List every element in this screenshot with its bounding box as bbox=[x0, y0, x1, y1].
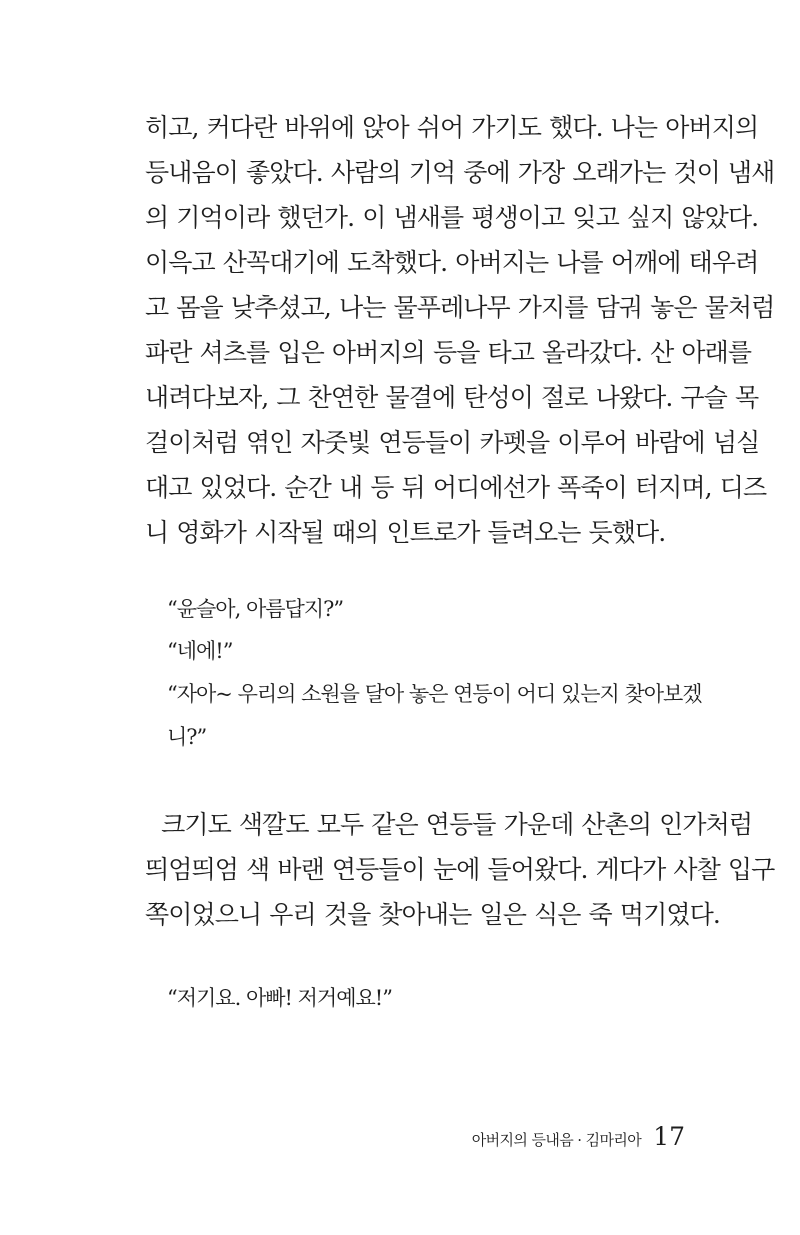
dialogue-line: “네에!” bbox=[167, 639, 233, 663]
text-line: 걸이처럼 엮인 자줏빛 연등들이 카펫을 이루어 바람에 넘실 bbox=[145, 428, 760, 457]
text-line: 파란 셔츠를 입은 아버지의 등을 타고 올라갔다. 산 아래를 bbox=[145, 338, 752, 367]
dialogue-line: 니?” bbox=[167, 725, 207, 749]
text-line: 고 몸을 낮추셨고, 나는 물푸레나무 가지를 담궈 놓은 물처럼 bbox=[145, 293, 775, 322]
text-line: 의 기억이라 했던가. 이 냄새를 평생이고 잊고 싶지 않았다. bbox=[145, 203, 759, 232]
dialogue-line: “자아~ 우리의 소원을 달아 놓은 연등이 어디 있는지 찾아보겠 bbox=[167, 682, 702, 706]
text-line: 니 영화가 시작될 때의 인트로가 들려오는 듯했다. bbox=[145, 518, 666, 547]
text-line: 대고 있었다. 순간 내 등 뒤 어디에선가 폭죽이 터지며, 디즈 bbox=[145, 473, 767, 502]
text-line: 크기도 색깔도 모두 같은 연등들 가운데 산촌의 인가처럼 bbox=[145, 810, 753, 839]
page-number: 17 bbox=[653, 1122, 685, 1151]
running-title: 아버지의 등내음 · 김마리아 bbox=[471, 1131, 642, 1149]
dialogue-line: “저기요. 아빠! 저거예요!” bbox=[167, 986, 392, 1010]
text-line: 이윽고 산꼭대기에 도착했다. 아버지는 나를 어깨에 태우려 bbox=[145, 248, 759, 277]
page-footer bbox=[472, 1122, 685, 1158]
text-line: 등내음이 좋았다. 사람의 기억 중에 가장 오래가는 것이 냄새 bbox=[145, 158, 775, 187]
text-line: 내려다보자, 그 찬연한 물결에 탄성이 절로 나왔다. 구슬 목 bbox=[145, 383, 759, 412]
text-line: 띄엄띄엄 색 바랜 연등들이 눈에 들어왔다. 게다가 사찰 입구 bbox=[145, 855, 775, 884]
dialogue-line: “윤슬아, 아름답지?” bbox=[167, 597, 344, 621]
text-line: 쪽이었으니 우리 것을 찾아내는 일은 식은 죽 먹기였다. bbox=[145, 900, 720, 929]
text-line: 히고, 커다란 바위에 앉아 쉬어 가기도 했다. 나는 아버지의 bbox=[145, 113, 759, 142]
